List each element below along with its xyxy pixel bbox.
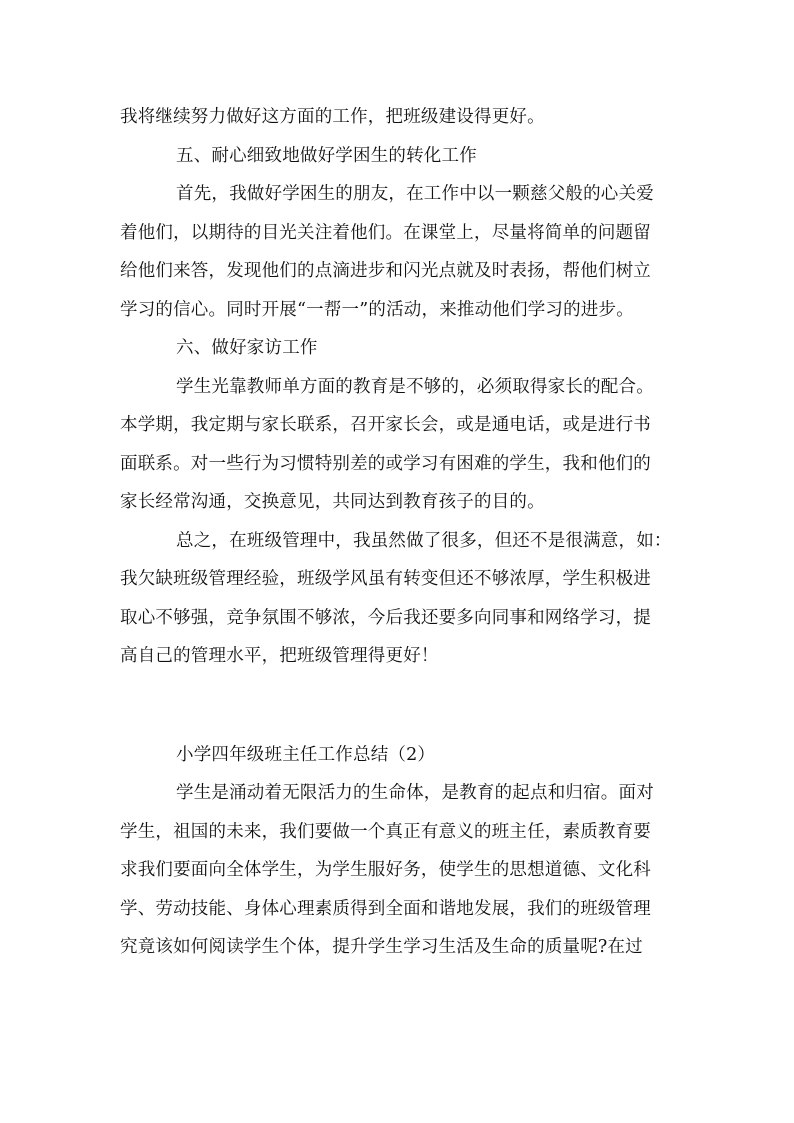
paragraph-line: 究竟该如何阅读学生个体，提升学生学习生活及生命的质量呢?在过 xyxy=(120,937,643,957)
paragraph-line: 学、劳动技能、身体心理素质得到全面和谐地发展，我们的班级管理 xyxy=(120,898,651,919)
paragraph-line: 总之，在班级管理中，我虽然做了很多，但还不是很满意，如： xyxy=(176,530,672,551)
paragraph-line: 面联系。对一些行为习惯特别差的或学习有困难的学生，我和他们的 xyxy=(120,453,651,474)
section-spacer xyxy=(120,676,680,736)
paragraph-line: 着他们，以期待的目光关注着他们。在课堂上，尽量将简单的问题留 xyxy=(120,222,651,243)
paragraph-line: 学习的信心。同时开展“一帮一”的活动，来推动他们学习的进步。 xyxy=(120,299,634,320)
section-heading: 五、耐心细致地做好学困生的转化工作 xyxy=(176,145,477,166)
document-title: 小学四年级班主任工作总结（2） xyxy=(176,744,436,765)
paragraph-line: 求我们要面向全体学生，为学生服好务，使学生的思想道德、文化科 xyxy=(120,860,651,880)
paragraph-line: 学生是涌动着无限活力的生命体，是教育的起点和归宿。面对 xyxy=(176,783,654,803)
paragraph-line: 我欠缺班级管理经验，班级学风虽有转变但还不够浓厚，学生积极进 xyxy=(120,569,651,589)
paragraph-line: 高自己的管理水平，把班级管理得更好！ xyxy=(120,646,439,666)
paragraph-line: 学生，祖国的未来，我们要做一个真正有意义的班主任，素质教育要 xyxy=(120,821,651,842)
paragraph-line: 首先，我做好学困生的朋友，在工作中以一颗慈父般的心关爱 xyxy=(176,184,654,204)
paragraph-line: 本学期，我定期与家长联系，召开家长会，或是通电话，或是进行书 xyxy=(120,415,651,435)
paragraph-line: 给他们来答，发现他们的点滴进步和闪光点就及时表扬，帮他们树立 xyxy=(120,261,651,281)
paragraph-line: 家长经常沟通，交换意见，共同达到教育孩子的目的。 xyxy=(120,492,545,512)
paragraph-line: 我将继续努力做好这方面的工作，把班级建设得更好。 xyxy=(120,107,545,127)
paragraph-line: 取心不够强，竞争氛围不够浓，今后我还要多向同事和网络学习，提 xyxy=(120,607,651,628)
paragraph-line: 学生光靠教师单方面的教育是不够的，必须取得家长的配合。 xyxy=(176,376,654,397)
section-heading: 六、做好家访工作 xyxy=(176,338,318,358)
document-body xyxy=(120,98,680,967)
